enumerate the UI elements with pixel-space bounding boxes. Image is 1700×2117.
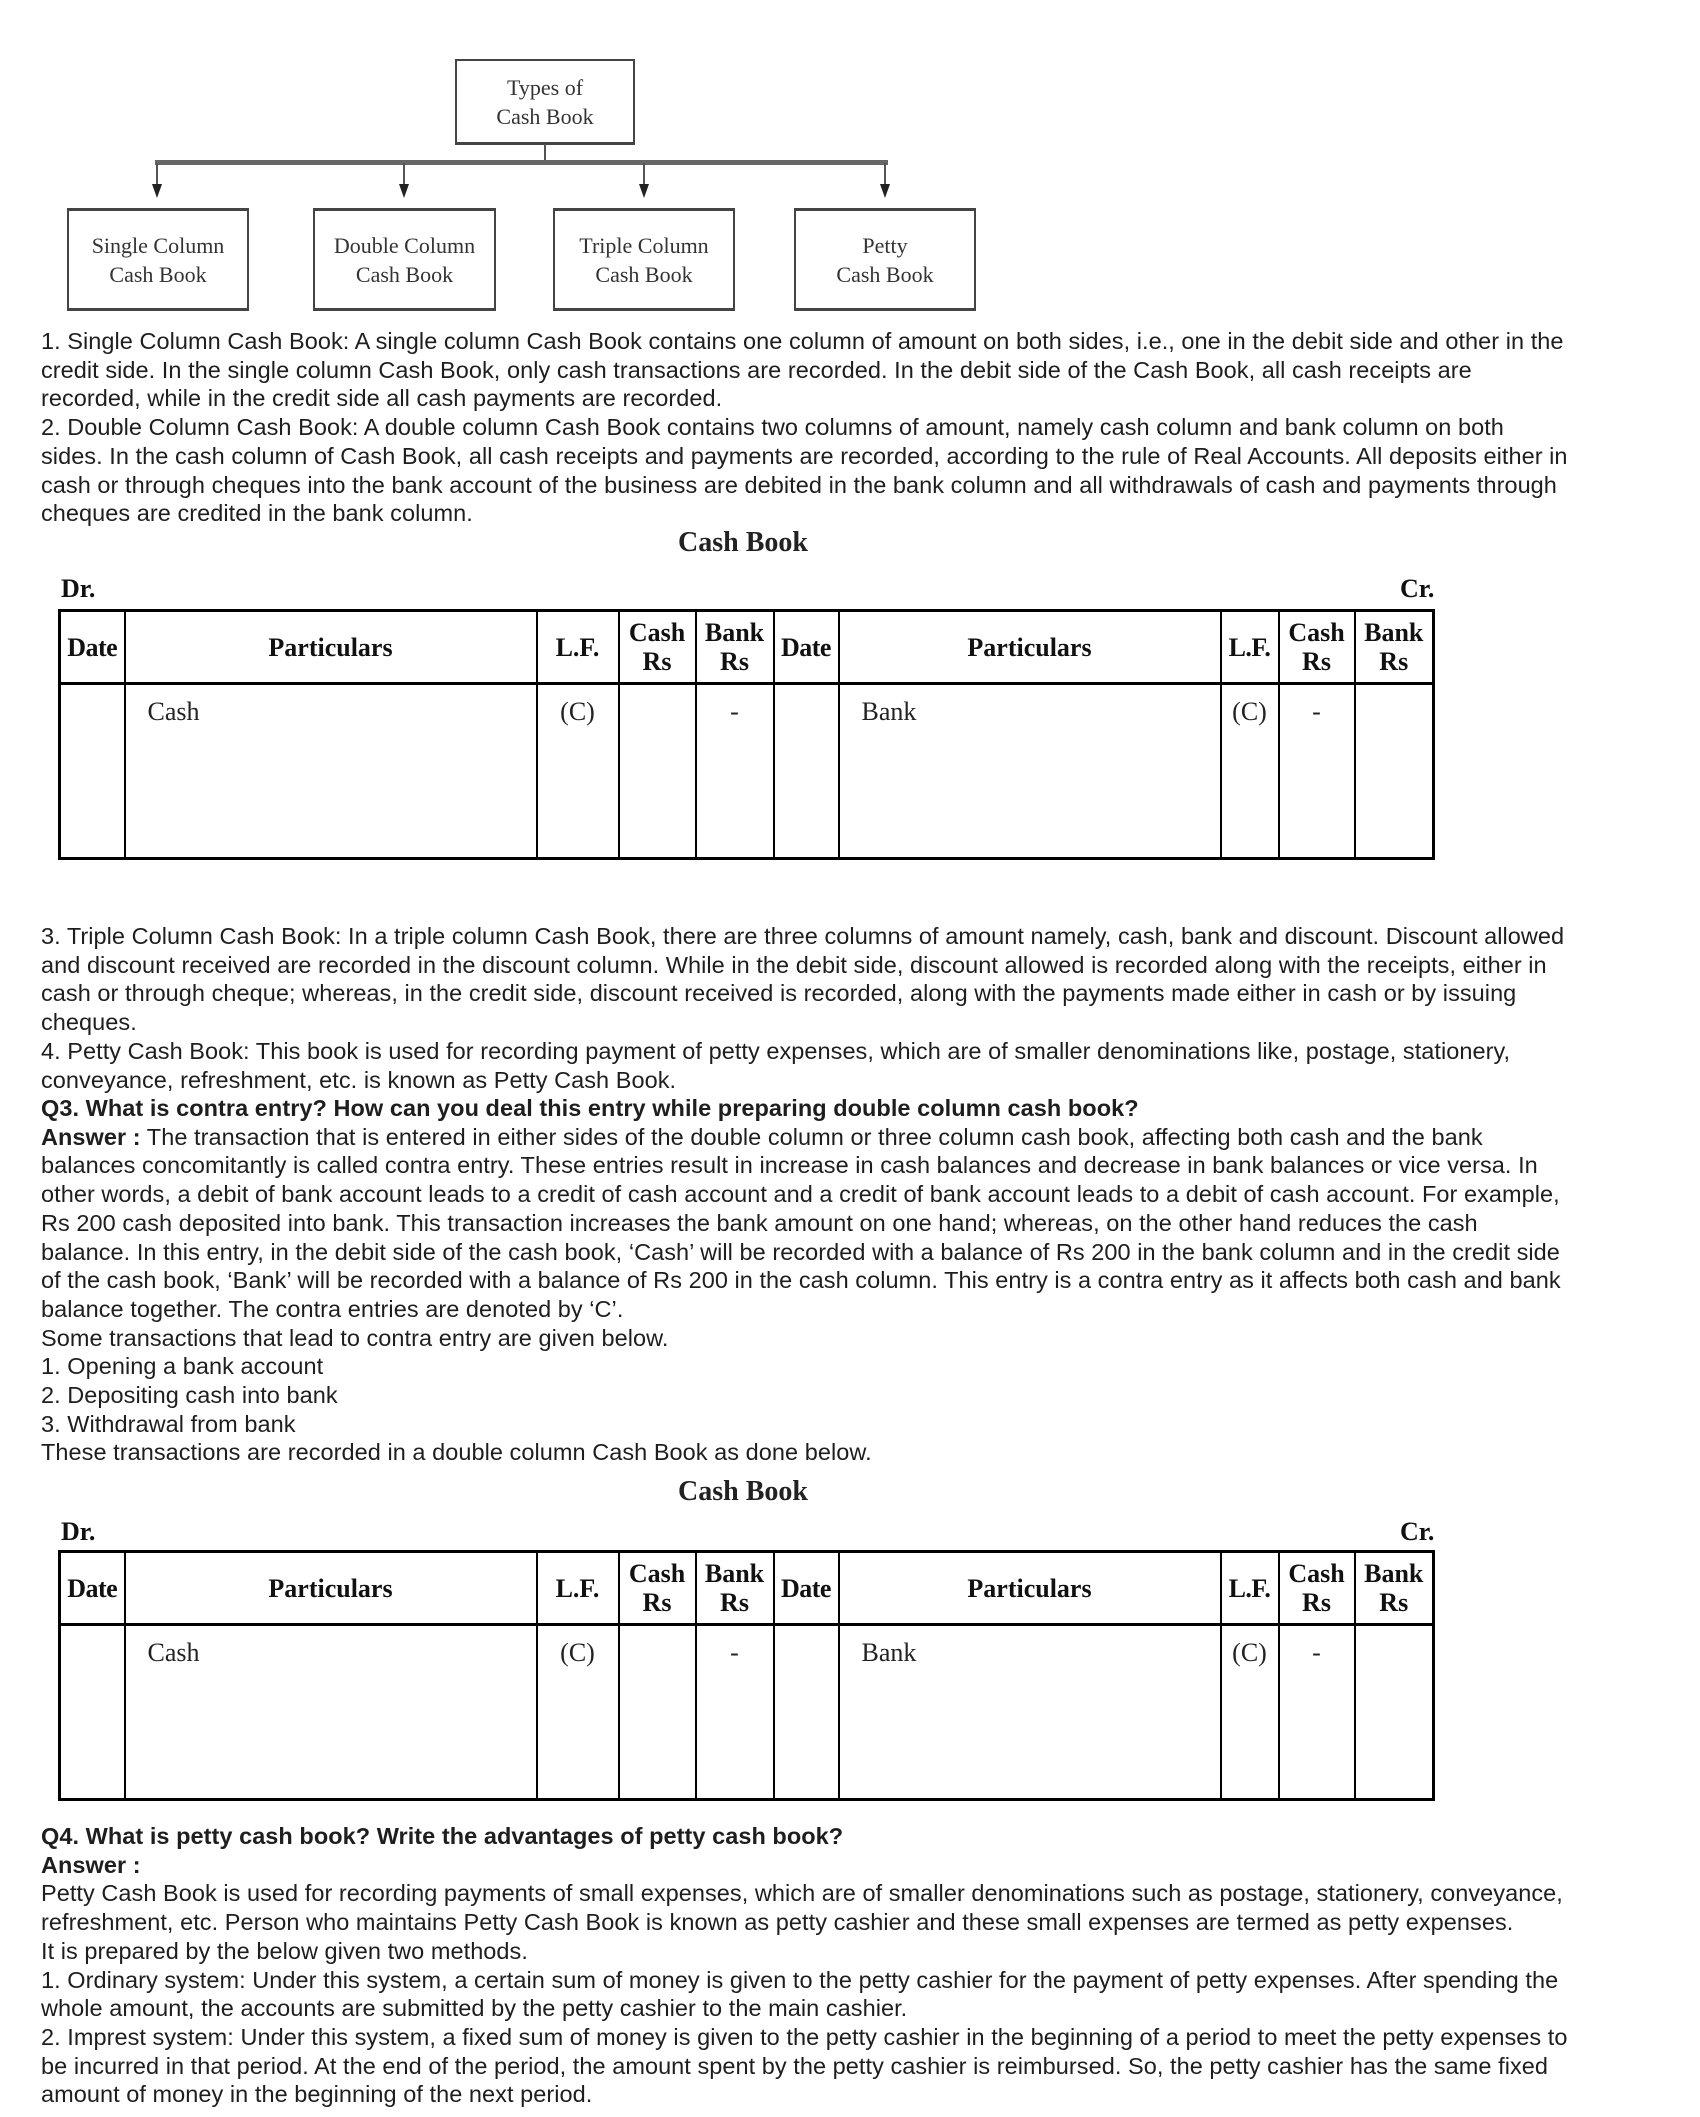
paragraph-line: It is prepared by the below given two methods. <box>41 1937 528 1964</box>
paragraph-line: cheques. <box>41 1009 137 1036</box>
header-line: Cash <box>1288 618 1345 647</box>
debit-label: Dr. <box>61 574 96 603</box>
cell-value: Cash <box>147 1638 200 1667</box>
header-line: Rs <box>1379 1588 1409 1617</box>
table-header-row <box>60 611 1434 684</box>
cell-cr-bank <box>1355 1625 1434 1800</box>
paragraph-line: 1. Single Column Cash Book: A single column Cash Book contains one column of amount on both sides, i.e., one in the debit side and other in the <box>41 328 1564 354</box>
header-line: Bank <box>1364 618 1424 647</box>
q3-answer-first-line <box>41 1123 1561 1152</box>
cell-cr-particulars <box>839 1625 1221 1800</box>
connector-drop-4 <box>884 163 886 185</box>
question-text: Q3. What is contra entry? How can you deal this entry while preparing double column cash book? <box>41 1095 1139 1121</box>
paragraph-line: These transactions are recorded in a double column Cash Book as done below. <box>41 1439 872 1466</box>
cell-dr-bank <box>696 1625 774 1800</box>
header-cr-lf: L.F. <box>1221 611 1279 684</box>
arrow-down-icon <box>639 184 649 198</box>
cell-cr-date <box>774 684 839 859</box>
cell-dr-cash <box>619 1625 696 1800</box>
cell-value: (C) <box>560 1638 595 1667</box>
cell-dr-lf <box>537 684 619 859</box>
list-item: 2. Depositing cash into bank <box>41 1382 338 1409</box>
arrow-down-icon <box>152 184 162 198</box>
cell-cr-cash <box>1279 684 1355 859</box>
diagram-node-single-column <box>67 208 249 311</box>
cell-value: Bank <box>861 1638 917 1667</box>
header-cr-bank <box>1355 1552 1434 1625</box>
paragraph-line: 4. Petty Cash Book: This book is used for recording payment of petty expenses, which are of smaller denominations like, postage, stationery, <box>41 1037 1511 1064</box>
header-dr-lf: L.F. <box>537 1552 619 1625</box>
q3-section <box>41 1094 1561 1467</box>
header-line: Rs <box>1379 647 1409 676</box>
paragraph-line: Rs 200 cash deposited into bank. This transaction increases the bank amount on one hand; whereas, on the other hand reduces the cash <box>41 1209 1478 1236</box>
cell-cr-cash <box>1279 1625 1355 1800</box>
cash-book-table <box>58 609 1435 860</box>
cell-dr-cash <box>619 684 696 859</box>
connector-drop-3 <box>643 163 645 185</box>
credit-label: Cr. <box>1400 574 1435 603</box>
node-line-2: Cash Book <box>355 261 454 287</box>
cell-cr-bank <box>1355 684 1434 859</box>
section-single-double-column <box>41 327 1568 528</box>
paragraph-line: balance together. The contra entries are denoted by ‘C’. <box>41 1295 624 1322</box>
cell-value <box>775 685 838 697</box>
header-cr-lf: L.F. <box>1221 1552 1279 1625</box>
header-cr-date: Date <box>774 611 839 684</box>
cell-value <box>61 1626 124 1638</box>
header-line: Rs <box>1302 1588 1331 1617</box>
q4-section <box>41 1822 1567 2109</box>
cell-value: - <box>1312 697 1321 726</box>
table-header-row <box>60 1552 1434 1625</box>
question-text: Q4. What is petty cash book? Write the advantages of petty cash book? <box>41 1823 844 1849</box>
cash-book-title: Cash Book <box>678 527 808 558</box>
cell-dr-particulars <box>125 684 537 859</box>
root-line-1: Types of <box>506 74 584 100</box>
table-row <box>60 684 1434 859</box>
header-line: Cash <box>628 1559 686 1588</box>
cell-value <box>1356 685 1433 697</box>
cell-dr-date <box>60 684 125 859</box>
diagram-node-double-column <box>313 208 496 311</box>
arrow-down-icon <box>399 184 409 198</box>
credit-label: Cr. <box>1400 1517 1435 1546</box>
list-item: 1. Opening a bank account <box>41 1353 324 1380</box>
q3-question <box>41 1094 1561 1123</box>
list-item: 1. Ordinary system: Under this system, a certain sum of money is given to the petty cashier for the payment of petty expenses. After spending the <box>41 1966 1559 1993</box>
cell-value <box>775 1626 838 1638</box>
cell-dr-bank <box>696 684 774 859</box>
header-line: Bank <box>704 1559 765 1588</box>
cell-cr-particulars <box>839 684 1221 859</box>
node-line-1: Petty <box>862 232 908 258</box>
header-dr-lf: L.F. <box>537 611 619 684</box>
paragraph-line: conveyance, refreshment, etc. is known as Petty Cash Book. <box>41 1066 677 1093</box>
paragraph-line: 3. Triple Column Cash Book: In a triple column Cash Book, there are three columns of amount namely, cash, bank and discount. Discount allowed <box>41 923 1565 949</box>
paragraph-line: of the cash book, ‘Bank’ will be recorded with a balance of Rs 200 in the cash column. This entry is a contra entry as it affects both cash and bank <box>41 1267 1561 1294</box>
cell-value: (C) <box>1232 1638 1267 1667</box>
table-row <box>60 1625 1434 1800</box>
header-line: Rs <box>1302 647 1331 676</box>
header-dr-bank <box>696 611 774 684</box>
paragraph-line: Some transactions that lead to contra entry are given below. <box>41 1324 669 1351</box>
header-cr-bank <box>1355 611 1434 684</box>
node-line-2: Cash Book <box>836 261 934 287</box>
header-cr-cash <box>1279 611 1355 684</box>
cell-value: Cash <box>147 697 200 726</box>
header-line: Bank <box>704 618 765 647</box>
header-line: Cash <box>1288 1559 1345 1588</box>
diagram-root-node <box>455 59 635 145</box>
connector-drop-2 <box>403 163 405 185</box>
node-line-1: Single Column <box>91 232 225 258</box>
paragraph-line: and discount received are recorded in the discount column. While in the debit side, discount allowed is recorded along with the receipts, either in <box>41 951 1547 978</box>
answer-text: The transaction that is entered in either sides of the double column or three column cash book, affecting both cash and the bank <box>140 1123 1483 1150</box>
header-dr-particulars: Particulars <box>125 611 537 684</box>
node-line-1: Triple Column <box>579 232 709 258</box>
answer-label: Answer : <box>41 1123 141 1150</box>
header-dr-date: Date <box>60 1552 125 1625</box>
header-dr-bank <box>696 1552 774 1625</box>
header-line: Bank <box>1364 1559 1424 1588</box>
cell-value: - <box>730 1638 739 1667</box>
cell-cr-lf <box>1221 684 1279 859</box>
header-dr-cash <box>619 611 696 684</box>
cell-value: (C) <box>560 697 595 726</box>
paragraph-line: cash or through cheque; whereas, in the credit side, discount received is recorded, along with the payments made either in cash or by issuing <box>41 980 1517 1007</box>
diagram-node-petty <box>794 208 976 311</box>
node-line-2: Cash Book <box>109 261 207 287</box>
paragraph-line: credit side. In the single column Cash Book, only cash transactions are recorded. In the debit side of the Cash Book, all cash receipts are <box>41 356 1472 383</box>
cell-value: Bank <box>861 697 917 726</box>
header-dr-date: Date <box>60 611 125 684</box>
cell-value <box>61 685 124 697</box>
cell-cr-lf <box>1221 1625 1279 1800</box>
paragraph-line: refreshment, etc. Person who maintains Petty Cash Book is known as petty cashier and these small expenses are termed as petty expenses. <box>41 1909 1514 1936</box>
cell-dr-date <box>60 1625 125 1800</box>
q4-question <box>41 1822 1567 1851</box>
cell-value: - <box>1312 1638 1321 1667</box>
header-dr-cash <box>619 1552 696 1625</box>
header-cr-particulars: Particulars <box>839 1552 1221 1625</box>
answer-label: Answer : <box>41 1851 141 1878</box>
paragraph-line: be incurred in that period. At the end of the period, the amount spent by the petty cashier is reimbursed. So, the petty cashier has the same fixed <box>41 2052 1548 2079</box>
paragraph-line: balance. In this entry, in the debit side of the cash book, ‘Cash’ will be recorded with a balance of Rs 200 in the bank column and in the credit side <box>41 1238 1560 1265</box>
header-cr-particulars: Particulars <box>839 611 1221 684</box>
diagram-node-triple-column <box>553 208 735 311</box>
connector-bar <box>155 160 888 165</box>
header-line: Rs <box>720 647 749 676</box>
paragraph-line: Petty Cash Book is used for recording payments of small expenses, which are of smaller denominations such as postage, stationery, conveyance, <box>41 1880 1563 1907</box>
paragraph-line: other words, a debit of bank account leads to a credit of cash account and a credit of bank account leads to a debit of cash account. For example, <box>41 1181 1560 1208</box>
contra-cash-book-table <box>58 1550 1435 1801</box>
cell-value: - <box>730 697 739 726</box>
paragraph-line: amount of money in the beginning of the next period. <box>41 2081 593 2108</box>
node-line-1: Double Column <box>333 232 476 258</box>
cell-value <box>620 685 695 697</box>
header-cr-date: Date <box>774 1552 839 1625</box>
header-line: Rs <box>642 1588 672 1617</box>
list-item: 3. Withdrawal from bank <box>41 1410 296 1437</box>
header-line: Rs <box>642 647 672 676</box>
cell-dr-lf <box>537 1625 619 1800</box>
paragraph-line: cheques are credited in the bank column. <box>41 500 473 527</box>
header-line: Rs <box>720 1588 749 1617</box>
cash-book-title: Cash Book <box>678 1476 808 1507</box>
header-cr-cash <box>1279 1552 1355 1625</box>
cell-value: (C) <box>1232 697 1267 726</box>
paragraph-line: recorded, while in the credit side all cash payments are recorded. <box>41 385 723 412</box>
section-triple-petty <box>41 922 1564 1094</box>
paragraph-line: whole amount, the accounts are submitted by the petty cashier to the main cashier. <box>41 1995 908 2022</box>
paragraph-line: balances concomitantly is called contra entry. These entries result in increase in cash balances and decrease in bank balances or vice versa. In <box>41 1152 1538 1179</box>
q4-answer-label-line <box>41 1851 1567 1880</box>
paragraph-line: sides. In the cash column of Cash Book, all cash receipts and payments are recorded, according to the rule of Real Accounts. All deposits either in <box>41 442 1568 469</box>
connector-drop-1 <box>156 163 158 185</box>
cell-value <box>620 1626 695 1638</box>
cell-dr-particulars <box>125 1625 537 1800</box>
node-line-2: Cash Book <box>595 261 693 287</box>
paragraph-line: cash or through cheques into the bank account of the business are debited in the bank column and all withdrawals of cash and payments through <box>41 471 1557 498</box>
list-item: 2. Imprest system: Under this system, a fixed sum of money is given to the petty cashier in the beginning of a period to meet the petty expenses to <box>41 2023 1568 2050</box>
debit-label: Dr. <box>61 1517 96 1546</box>
cell-cr-date <box>774 1625 839 1800</box>
cell-value <box>1356 1626 1433 1638</box>
paragraph-line: 2. Double Column Cash Book: A double column Cash Book contains two columns of amount, namely cash column and bank column on both <box>41 414 1504 441</box>
header-dr-particulars: Particulars <box>125 1552 537 1625</box>
root-line-2: Cash Book <box>496 103 594 129</box>
arrow-down-icon <box>880 184 890 198</box>
header-line: Cash <box>628 618 686 647</box>
